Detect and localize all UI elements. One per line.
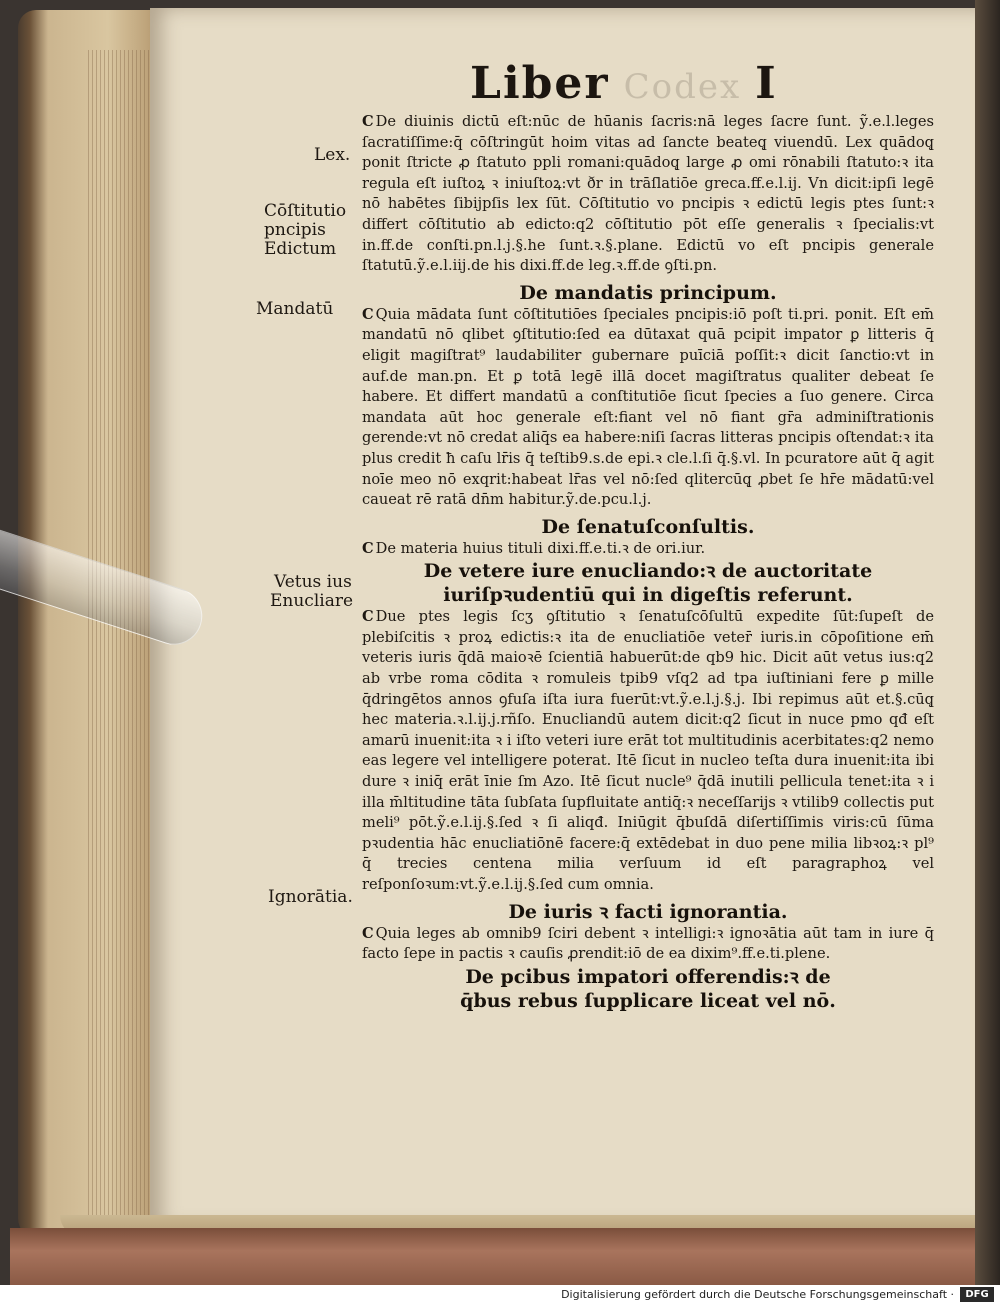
paragraph-text: Due ptes legis ſcʒ ꝯſtitutio ꝛ ſenatuſcōſultū expedite ſūt:ſupeſt de plebiſcitis ꝛ proꝝ edictis:ꝛ ita de enucliatiōe veter̄ iuris.in cōpoſitione em̄ veteris iuris q̄dā maioꝛē ſcientiā habuerūt:de qb9 hic. Dicit aūt vetus ius:q2 ab vrbe roma cōdita ꝛ romuleis tpib9 vſq2 ad tpa iuſtiniani fere ꝑ mille q̄dringētos annos ꝯfuſa iſta iura fuerūt:vt.ỹ.e.l.j.§.j. Ibi repimus aūt et.§.cūq̨ hec materia.ꝛ.l.ij.j.rñſo. Enucliandū autem dicit:q2 ſicut in nuce pmo qđ eſt amarū inuenit:ita ꝛ i iſto veteri iure erāt tot multitudinis acerbitates:q2 nemo eas legere vel intelligere poterat. Itē ſicut in nucleo teſta dura inuenit:ita ibi dure ꝛ iniq̄ erāt īnie ſm Azo. Itē ſicut nucle⁹ q̄dā inutili pellicula tenet:ita ꝛ i illa m̄ltitudine tāta ſubſata ſupfluitate antiq̄:ꝛ neceſſarijs ꝛ vtilib9 collectis put meli⁹ pōt.ỹ.e.l.ij.§.ſed ꝛ ſi aliqđ. Iniūgit q̄buſdā diſertiſſimis viris:cū ſūma pꝛudentia hāc enucliatiōnē facere:q̄ extēdebat in duo pene milia libꝛoꝝ:ꝛ pl⁹ q̄ trecies centena milia verſuum id eſt paragraphoꝝ vel reſponſoꝛum:vt.ỹ.e.l.ij.§.ſed cum omnia. xyxy=(362,608,934,893)
dfg-logo: DFG xyxy=(960,1287,994,1302)
paragraph xyxy=(362,924,934,965)
main-text-column xyxy=(362,112,934,1013)
paragraph-text: De materia huius tituli dixi.ff.e.ti.ꝛ de ori.iur. xyxy=(375,539,706,557)
book-spine-shadow xyxy=(975,0,1000,1285)
pilcrow-icon: C xyxy=(362,608,374,626)
margin-gloss-ignoratia: Ignorātia. xyxy=(268,887,353,907)
margin-gloss-vetus-ius: Vetus ius xyxy=(274,572,352,592)
section-heading: q̄bus rebus ſupplicare liceat vel nō. xyxy=(460,989,836,1012)
section-heading: De mandatis principum. xyxy=(519,281,777,304)
paragraph xyxy=(362,305,934,511)
section-heading: De ſenatuſconſultis. xyxy=(541,515,755,538)
paragraph xyxy=(362,607,934,895)
pilcrow-icon: C xyxy=(362,305,374,323)
paragraph-text: Quia leges ab omnib9 ſciri debent ꝛ intelligi:ꝛ ignoꝛātia aūt tam in iure q̄ facto ſepe in pactis ꝛ cauſis ꝓrendit:iō de ea dixim⁹.ff.e.ti.plene. xyxy=(362,924,934,963)
funding-credit: Digitalisierung gefördert durch die Deutsche Forschungsgemeinschaft · xyxy=(561,1288,954,1301)
margin-gloss-costitutio: Cōſtitutio xyxy=(264,201,347,221)
pilcrow-icon: C xyxy=(362,539,374,557)
section-heading: De pcibus impatori offerendis:ꝛ de xyxy=(465,965,831,988)
margin-gloss-lex: Lex. xyxy=(314,145,351,165)
section-heading: iuriſpꝛudentiū qui in digeſtis referunt. xyxy=(443,584,853,607)
paragraph xyxy=(362,112,934,277)
pilcrow-icon: C xyxy=(362,924,374,942)
book-number: I xyxy=(755,58,778,109)
show-through-title: Codex xyxy=(623,67,742,107)
section-heading: De vetere iure enucliando:ꝛ de auctoritate xyxy=(423,560,873,583)
pilcrow-icon: C xyxy=(362,113,374,130)
running-title: Liber xyxy=(470,58,610,109)
margin-gloss-edictum: Edictum xyxy=(264,239,337,259)
margin-gloss-enucliare: Enucliare xyxy=(270,591,354,611)
book-cover-bottom xyxy=(10,1228,1000,1285)
section-heading: De iuris ꝛ facti ignorantia. xyxy=(508,900,788,923)
paragraph xyxy=(362,539,934,560)
paragraph-text: De diuinis dictū eſt:nūc de hūanis ſacris:nā leges ſacre ſunt. ỹ.e.l.leges ſacratiſſime:q̄ cōſtringūt hoim vitas ad ſancte beateq̨ viuendū. Lex quādoq̨ ponit ſtricte ꝓ ſtatuto ppli romani:quādoq̨ large ꝓ omi rōnabili ſtatuto:ꝛ ita regula eſt iuſtoꝝ ꝛ iniuſtoꝝ:vt ðr in trāſlatiōe greca.ff.e.l.ij. Vn dicit:ipſi legē nō habētes ſibijpſis lex ſūt. Cōſtitutio vo pncipis ꝛ edictū legis ptes ſunt:ꝛ differt cōſtitutio ab edicto:q2 cōſtitutio pōt eſſe generalis ꝛ ſpecialis:vt in.ff.de conſti.pn.l.j.§.he ſunt.ꝛ.§.plane. Edictū vo eſt pncipis generale ſtatutū.ỹ.e.l.iij.de his dixi.ff.de leg.ꝛ.ff.de ꝯſti.pn. xyxy=(362,113,934,275)
running-header xyxy=(470,58,778,109)
footer-bar xyxy=(0,1285,1000,1304)
margin-gloss-mandatu: Mandatū xyxy=(256,299,334,319)
margin-gloss-pncipis: pncipis xyxy=(264,220,326,240)
paragraph-text: Quia mādata ſunt cōſtitutiōes ſpeciales pncipis:iō poſt ti.pri. ponit. Eſt em̄ mandatū nō qlibet ꝯſtitutio:ſed ea dūtaxat quā pcipit impator ꝑ litteris q̄ eligit magiſtrat⁹ laudabiliter gubernare puīciā poſſit:ꝛ dicit ſanctio:vt in auf.de man.pn. Et ꝑ totā legē illā docet magiſtratus qualiter debeat ſe habere. Et differt mandatū a conſtitutiōe ſicut ſpecies a ſuo genere. Circa mandata aūt hoc generale eſt:fiant vel nō fiant gr̄a adminiſtrationis gerende:vt nō credat aliq̄s ea habere:niſi ſacras litteras pncipis oſtendat:ꝛ ita plus credit ħ caſu lr̄is q̄ teſtib9.s.de epi.ꝛ cle.l.ſi q̄.§.vl. In pcuratore aūt q̄ agit noīe meo nō exqrit:habeat lr̄as vel nō:ſed qlitercūq̨ ꝓbet ſe hr̄e mādatū:vel caueat rē ratā dn̄m habitur.ỹ.de.pcu.l.j. xyxy=(362,305,934,509)
